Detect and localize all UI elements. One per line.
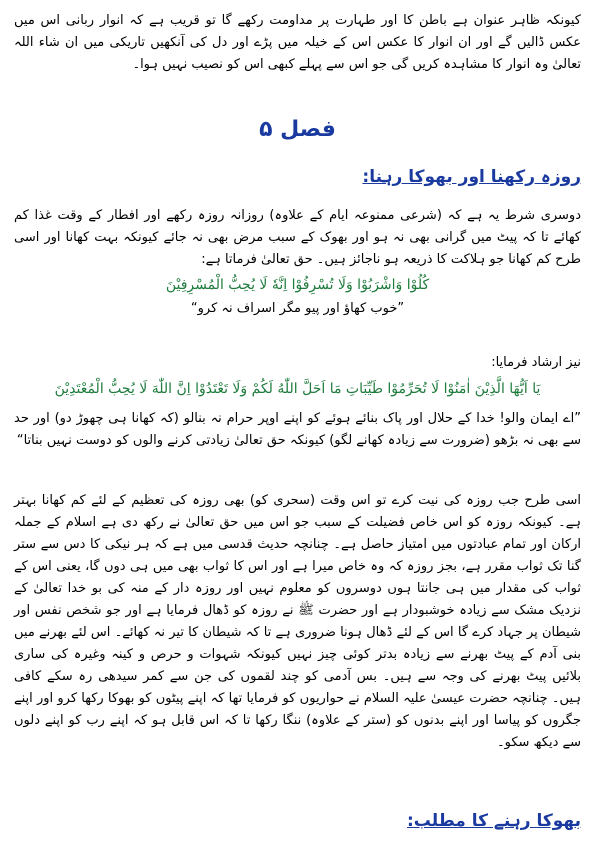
chapter-title: فصل ۵ <box>259 117 336 142</box>
section-heading-hunger-meaning <box>407 808 581 834</box>
verse-2-translation: ”اے ایمان والو! خدا کے حلال اور پاک بنائے ہوئے کو اپنے اوپر حرام نہ بنالو (کہ کھانا ہی چھوڑ دو) اور حد سے بھی نہ بڑھو (ضرورت سے زیادہ کھانے لگو) کیونکہ حق تعالیٰ زیادتی کرنے والوں کو دوست نہیں بناتا“ <box>14 411 581 448</box>
intro-paragraph: کیونکہ ظاہر عنوان ہے باطن کا اور طہارت پر مداومت رکھے گا تو قریب ہے کہ انوار ربانی اس میں عکس ڈالیں گے اور ان انوار کا عکس اس کے خیلہ میں پڑے اور دل کی آنکھیں تاریکی میں ان شاء اللہ تعالیٰ وہ انوار کا مشاہدہ کریں گی جو اس سے پہلے کبھی اس کو نصیب نہیں ہوا۔ <box>14 13 581 72</box>
section-heading-fasting <box>362 164 581 190</box>
quran-verse-2: يَا اَيُّهَا الَّذِيْنَ اٰمَنُوْا لَا تُحَرِّمُوْا طَيِّبَاتِ مَا اَحَلَّ اللّٰهُ لَكُمْ وَلَا تَعْتَدُوْا اِنَّ اللّٰهَ لَا يُحِبُّ الْمُعْتَدِيْنَ <box>54 381 541 397</box>
fasting-virtue-paragraph: اسی طرح جب روزہ کی نیت کرے تو اس وقت (سحری کو) بھی روزہ کی تعظیم کے لئے کم کھانا بہتر ہے۔ کیونکہ روزہ کو اس خاص فضیلت کے سبب جو اس میں حق تعالیٰ نے رکھ دی ہے اسلام کے جملہ ارکان اور تمام عبادتوں میں امتیاز حاصل ہے۔ چنانچہ حدیث قدسی میں ہے کہ ہر نیکی کا دس سے ستر گنا تک ثواب مقرر ہے، بجز روزہ کہ وہ خاص میرا ہے اور اس کا ثواب بھی میں ہی دوں گا، یعنی اس کے ثواب کی مقدار میں ہی جانتا ہوں دوسروں کو معلوم نہیں اور روزہ دار کے منہ کی بو خدا تعالیٰ کے نزدیک مشک سے زیادہ خوشبودار ہے اور حضرت ﷺ نے روزہ کو ڈھال فرمایا ہے اور جو شخص نفس اور شیطان پر جہاد کرے گا اس کے لئے ڈھال ہونا ضروری ہے تا کہ شیطان کا تیر نہ کھائے۔ اس لئے بھرنے میں بنی آدم کے پیٹ بھرنے سے زیادہ بدتر کوئی چیز نہیں کیونکہ شہوات و حرص و کینہ وغیرہ کی ساری بلائیں پیٹ بھرنے کی وجہ سے ہیں۔ بس آدمی کو چند لقموں کی جن سے کمر سیدھی رہ سکے کافی ہیں۔ چنانچہ حضرت عیسیٰ علیہ السلام نے حواریوں کو فرمایا تھا کہ اپنے پیٹوں کو بھوکا رکھا کرو اور اپنے جگروں کو پیاسا اور اپنے بدنوں کو (ستر کے علاوہ) ننگا رکھا تا کہ اس قابل ہو کہ اپنے رب کو اپنے دلوں سے دیکھ سکو۔ <box>14 493 581 750</box>
fasting-paragraph: دوسری شرط یہ ہے کہ (شرعی ممنوعہ ایام کے علاوہ) روزانہ روزہ رکھے اور افطار کے وقت غذا کم کھائے تا کہ پیٹ میں گرانی بھی نہ ہو اور بھوک کے سبب مرض بھی نہ جائے کیونکہ بہت کھانا اور اسی طرح کم کھانا جو ہلاکت کا ذریعہ ہو ناجائز ہیں۔ حق تعالیٰ فرماتا ہے: <box>14 208 581 267</box>
further-said-label: نیز ارشاد فرمایا: <box>491 355 581 370</box>
verse-1-translation: ”خوب کھاؤ اور پیو مگر اسراف نہ کرو“ <box>190 301 405 316</box>
section-heading-fasting-text: روزہ رکھنا اور بھوکا رہنا: <box>362 167 581 187</box>
quran-verse-1: كُلُوْا وَاشْرَبُوْا وَلَا تُسْرِفُوْا اِنَّهٗ لَا يُحِبُّ الْمُسْرِفِيْنَ <box>165 277 430 293</box>
section-heading-hunger-meaning-text: بھوکا رہنے کا مطلب: <box>406 811 581 831</box>
